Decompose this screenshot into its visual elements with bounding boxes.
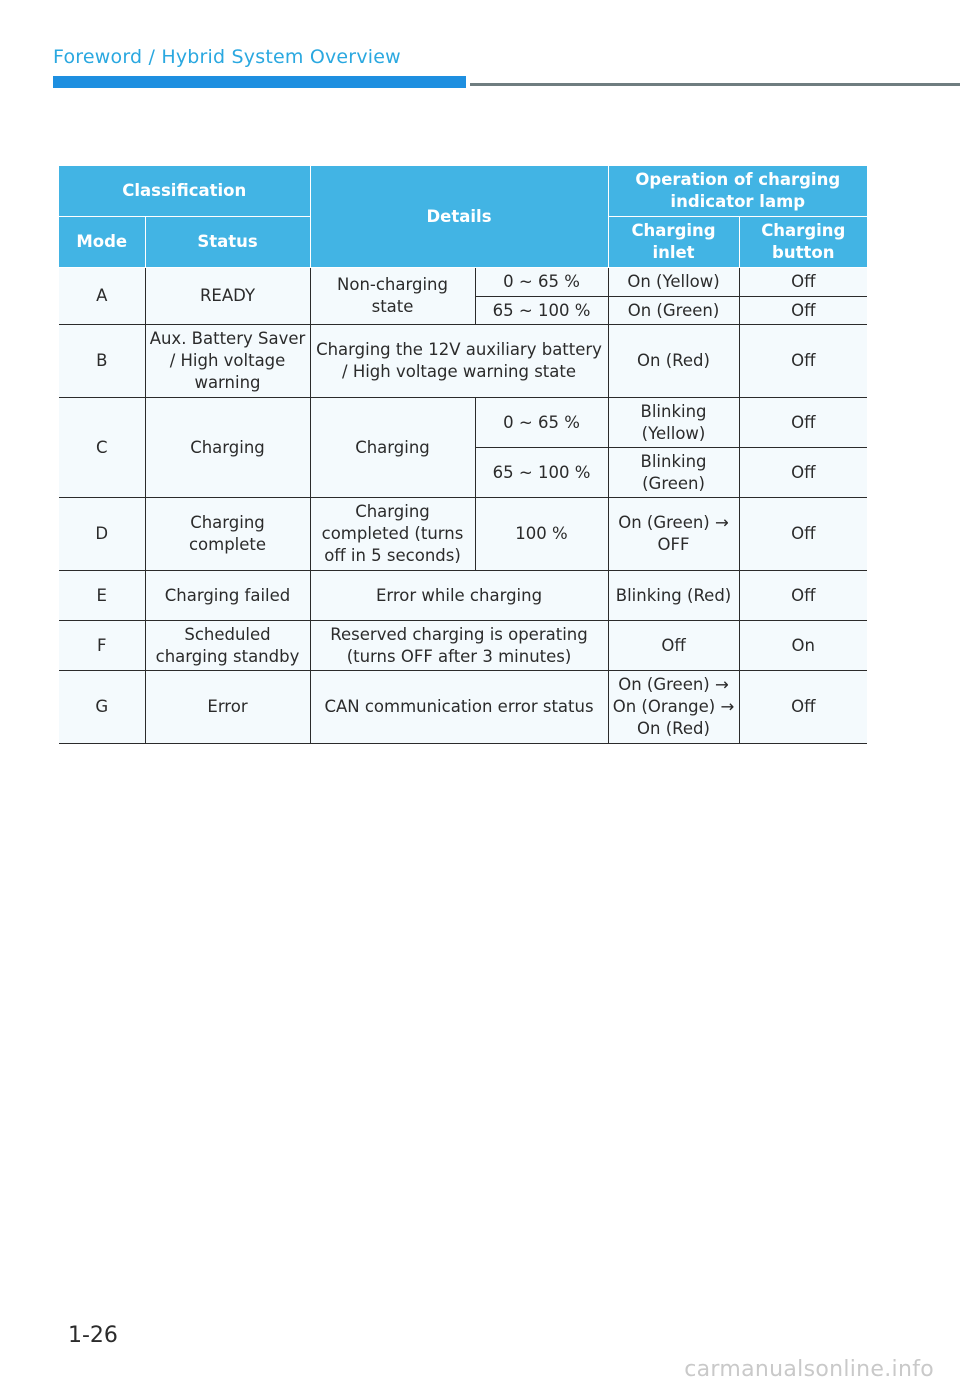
header-charging-inlet: Charging inlet <box>608 217 739 268</box>
cell-charging-inlet: On (Red) <box>608 325 739 398</box>
page-number: 1-26 <box>68 1323 118 1348</box>
cell-charging-inlet: On (Green) → On (Orange) → On (Red) <box>608 671 739 744</box>
cell-charging-button: Off <box>739 297 867 325</box>
cell-battery-level: 100 % <box>475 498 608 571</box>
cell-charging-button: Off <box>739 325 867 398</box>
cell-mode: E <box>59 571 145 621</box>
cell-charging-button: Off <box>739 268 867 297</box>
cell-charging-button: Off <box>739 398 867 448</box>
cell-charging-button: Off <box>739 571 867 621</box>
cell-charging-button: Off <box>739 448 867 498</box>
cell-charging-button: On <box>739 621 867 671</box>
cell-charging-inlet: On (Green) → OFF <box>608 498 739 571</box>
cell-status: Aux. Battery Saver / High voltage warning <box>145 325 310 398</box>
header-operation: Operation of charging indicator lamp <box>608 166 867 217</box>
cell-details: CAN communication error status <box>310 671 608 744</box>
cell-battery-level: 0 ~ 65 % <box>475 398 608 448</box>
cell-details: Charging completed (turns off in 5 seconds) <box>310 498 475 571</box>
header-mode: Mode <box>59 217 145 268</box>
table-row <box>59 498 867 571</box>
table-row <box>59 671 867 744</box>
cell-details: Non-charging state <box>310 268 475 325</box>
header-details: Details <box>310 166 608 268</box>
cell-charging-inlet: Off <box>608 621 739 671</box>
cell-details: Error while charging <box>310 571 608 621</box>
cell-mode: C <box>59 398 145 498</box>
table-row <box>59 268 867 297</box>
cell-status: Charging complete <box>145 498 310 571</box>
table-row <box>59 621 867 671</box>
watermark-text: carmanualsonline.info <box>684 1357 934 1382</box>
header-status: Status <box>145 217 310 268</box>
cell-battery-level: 65 ~ 100 % <box>475 448 608 498</box>
cell-status: Charging failed <box>145 571 310 621</box>
cell-details: Charging the 12V auxiliary battery / High voltage warning state <box>310 325 608 398</box>
cell-charging-inlet: Blinking (Green) <box>608 448 739 498</box>
header-divider-line <box>470 83 960 86</box>
table-row <box>59 325 867 398</box>
cell-mode: F <box>59 621 145 671</box>
charging-indicator-table <box>59 166 867 744</box>
cell-mode: B <box>59 325 145 398</box>
table-row <box>59 398 867 448</box>
header-charging-button: Charging button <box>739 217 867 268</box>
cell-charging-inlet: On (Yellow) <box>608 268 739 297</box>
cell-details: Reserved charging is operating (turns OFF after 3 minutes) <box>310 621 608 671</box>
header-accent-bar <box>53 76 466 88</box>
cell-battery-level: 65 ~ 100 % <box>475 297 608 325</box>
table-header-row <box>59 166 867 217</box>
cell-charging-inlet: On (Green) <box>608 297 739 325</box>
cell-status: Scheduled charging standby <box>145 621 310 671</box>
cell-battery-level: 0 ~ 65 % <box>475 268 608 297</box>
cell-mode: A <box>59 268 145 325</box>
cell-details: Charging <box>310 398 475 498</box>
header-classification: Classification <box>59 166 310 217</box>
cell-mode: D <box>59 498 145 571</box>
cell-charging-button: Off <box>739 498 867 571</box>
cell-mode: G <box>59 671 145 744</box>
cell-status: Charging <box>145 398 310 498</box>
cell-charging-inlet: Blinking (Red) <box>608 571 739 621</box>
cell-charging-button: Off <box>739 671 867 744</box>
cell-charging-inlet: Blinking (Yellow) <box>608 398 739 448</box>
page-header-title: Foreword / Hybrid System Overview <box>53 46 401 68</box>
cell-status: Error <box>145 671 310 744</box>
table-row <box>59 571 867 621</box>
cell-status: READY <box>145 268 310 325</box>
